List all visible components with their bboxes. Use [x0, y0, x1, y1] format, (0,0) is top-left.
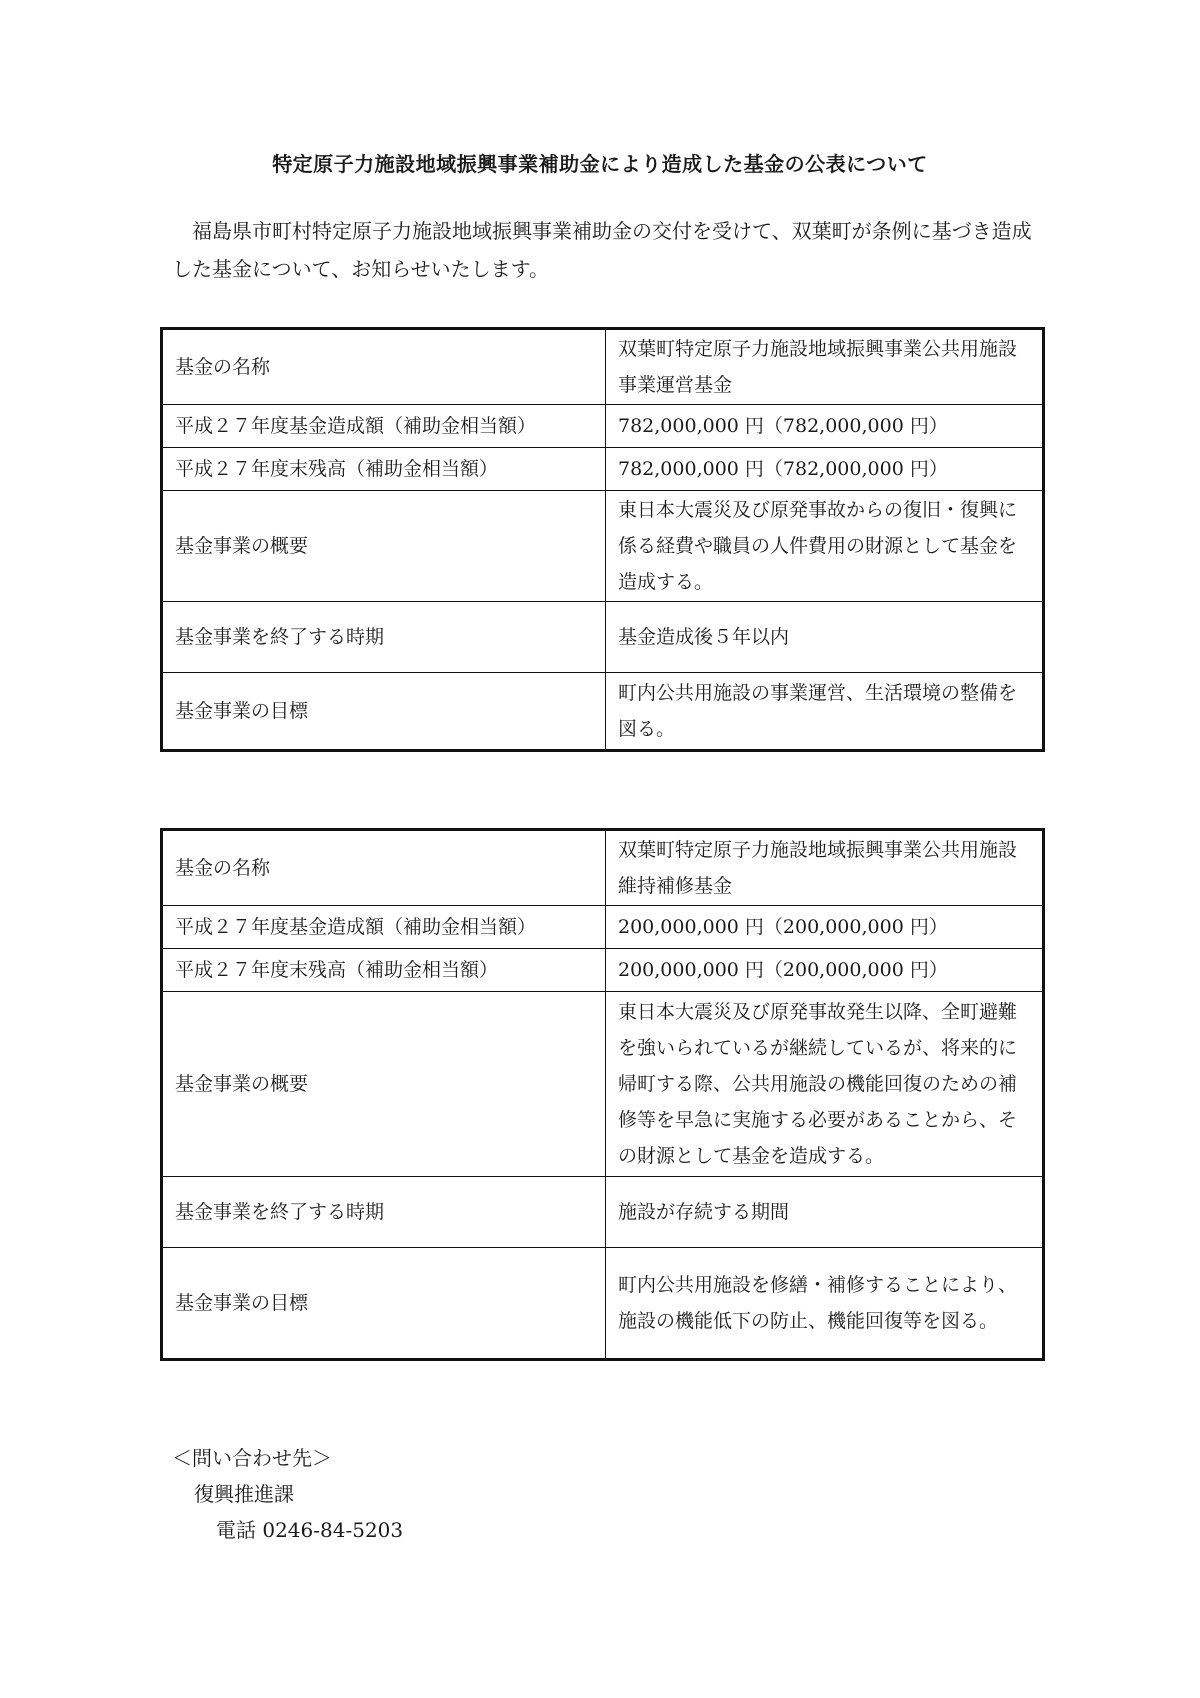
row-value: 基金造成後５年以内 — [606, 602, 1044, 673]
table-row — [162, 491, 1044, 602]
row-label: 基金事業を終了する時期 — [162, 1177, 606, 1248]
row-label: 基金の名称 — [162, 830, 606, 906]
contact-department: 復興推進課 — [194, 1482, 294, 1506]
row-label: 基金事業の目標 — [162, 673, 606, 751]
row-value: 双葉町特定原子力施設地域振興事業公共用施設維持補修基金 — [606, 830, 1044, 906]
intro-paragraph: 福島県市町村特定原子力施設地域振興事業補助金の交付を受けて、双葉町が条例に基づき造成した基金について、お知らせいたします。 — [172, 219, 1032, 281]
fund-table — [160, 828, 1045, 1361]
table-row — [162, 992, 1044, 1177]
row-label: 基金事業の概要 — [162, 491, 606, 602]
row-value: 782,000,000 円（782,000,000 円） — [606, 448, 1044, 491]
row-value: 施設が存続する期間 — [606, 1177, 1044, 1248]
contact-phone: 電話 0246-84-5203 — [216, 1518, 404, 1542]
row-value: 200,000,000 円（200,000,000 円） — [606, 949, 1044, 992]
row-label: 基金事業を終了する時期 — [162, 602, 606, 673]
row-value: 双葉町特定原子力施設地域振興事業公共用施設事業運営基金 — [606, 329, 1044, 405]
row-value: 町内公共用施設の事業運営、生活環境の整備を図る。 — [606, 673, 1044, 751]
table-row — [162, 602, 1044, 673]
row-label: 平成２７年度基金造成額（補助金相当額） — [162, 906, 606, 949]
page-title: 特定原子力施設地域振興事業補助金により造成した基金の公表について — [272, 152, 928, 176]
table-row — [162, 673, 1044, 751]
row-value: 町内公共用施設を修繕・補修することにより、施設の機能低下の防止、機能回復等を図る。 — [606, 1248, 1044, 1360]
row-value: 東日本大震災及び原発事故発生以降、全町避難を強いられているが継続しているが、将来的に帰町する際、公共用施設の機能回復のための補修等を早急に実施する必要があることから、その財源として基金を造成する。 — [606, 992, 1044, 1177]
row-label: 基金の名称 — [162, 329, 606, 405]
row-label: 平成２７年度基金造成額（補助金相当額） — [162, 405, 606, 448]
row-label: 基金事業の概要 — [162, 992, 606, 1177]
table-row — [162, 405, 1044, 448]
table-row — [162, 906, 1044, 949]
row-value: 200,000,000 円（200,000,000 円） — [606, 906, 1044, 949]
table-row — [162, 830, 1044, 906]
table-row — [162, 448, 1044, 491]
row-label: 平成２７年度末残高（補助金相当額） — [162, 949, 606, 992]
table-row — [162, 1177, 1044, 1248]
table-row — [162, 329, 1044, 405]
row-label: 平成２７年度末残高（補助金相当額） — [162, 448, 606, 491]
table-row — [162, 1248, 1044, 1360]
row-value: 782,000,000 円（782,000,000 円） — [606, 405, 1044, 448]
row-label: 基金事業の目標 — [162, 1248, 606, 1360]
contact-block — [172, 1440, 403, 1548]
row-value: 東日本大震災及び原発事故からの復旧・復興に係る経費や職員の人件費用の財源として基金を造成する。 — [606, 491, 1044, 602]
table-row — [162, 949, 1044, 992]
fund-table — [160, 327, 1045, 752]
contact-heading: ＜問い合わせ先＞ — [172, 1446, 332, 1470]
